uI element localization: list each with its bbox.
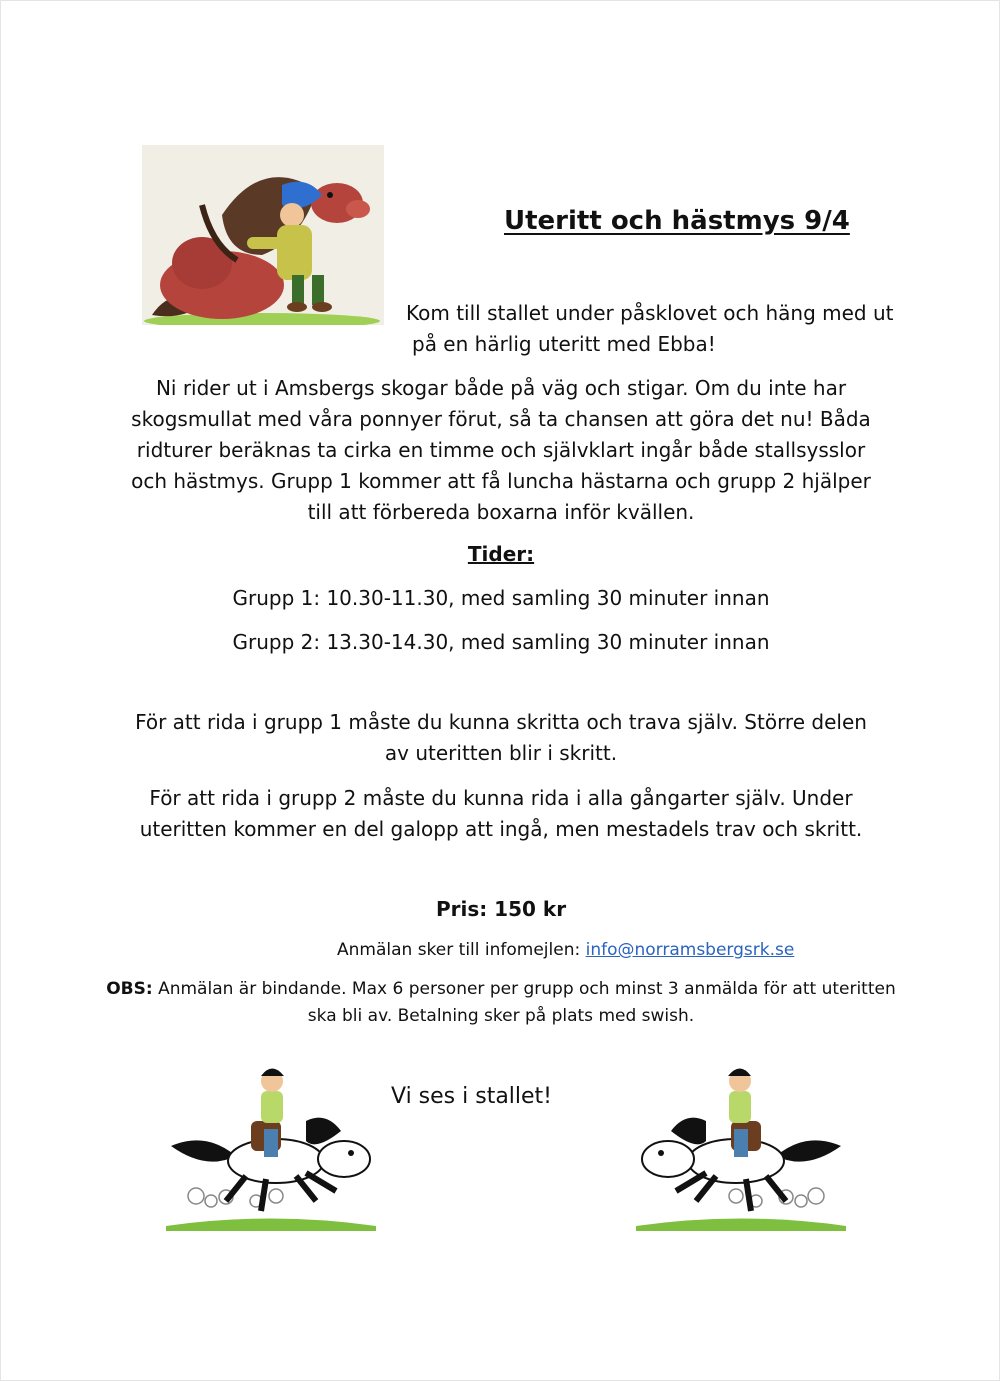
group-1-requirements: För att rida i grupp 1 måste du kunna skritta och trava själv. Större delen av uteritten blir i skritt.	[135, 710, 867, 765]
obs-note	[101, 976, 901, 1030]
time-group-2: Grupp 2: 13.30-14.30, med samling 30 minuter innan	[232, 630, 770, 654]
intro-line-1: Kom till stallet under påsklovet och häng med ut	[406, 301, 894, 325]
intro-text	[406, 298, 894, 360]
signup-label: Anmälan sker till infomejlen:	[337, 940, 586, 960]
obs-label: OBS:	[106, 979, 153, 999]
pony-hug-illustration	[142, 145, 384, 325]
rider-pony-illustration-left	[166, 1061, 376, 1231]
price-text: Pris: 150 kr	[435, 897, 567, 921]
signup-email-link[interactable]: info@norramsbergsrk.se	[585, 940, 795, 960]
page-title: Uteritt och hästmys 9/4	[504, 206, 850, 236]
signup-info	[337, 937, 794, 964]
description-paragraph: Ni rider ut i Amsbergs skogar både på väg och stigar. Om du inte har skogsmullat med våra ponnyer förut, så ta chansen att göra det nu! Båda ridturer beräknas ta cirka en timme och självklart ingår både stallsysslor och hästmys. Grupp 1 kommer att få luncha hästarna och grupp 2 hjälper till att förbereda boxarna inför kvällen.	[131, 376, 871, 524]
time-group-1: Grupp 1: 10.30-11.30, med samling 30 minuter innan	[232, 586, 770, 610]
farewell-text: Vi ses i stallet!	[391, 1084, 553, 1109]
group-2-requirements: För att rida i grupp 2 måste du kunna rida i alla gångarter själv. Under uteritten kommer en del galopp att ingå, men mestadels trav och skritt.	[139, 786, 863, 841]
times-heading: Tider:	[467, 542, 535, 566]
intro-line-2: på en härlig uteritt med Ebba!	[412, 332, 716, 356]
obs-text: Anmälan är bindande. Max 6 personer per grupp och minst 3 anmälda för att uteritten ska bli av. Betalning sker på plats med swish.	[152, 979, 896, 1026]
rider-pony-illustration-right	[636, 1061, 846, 1231]
